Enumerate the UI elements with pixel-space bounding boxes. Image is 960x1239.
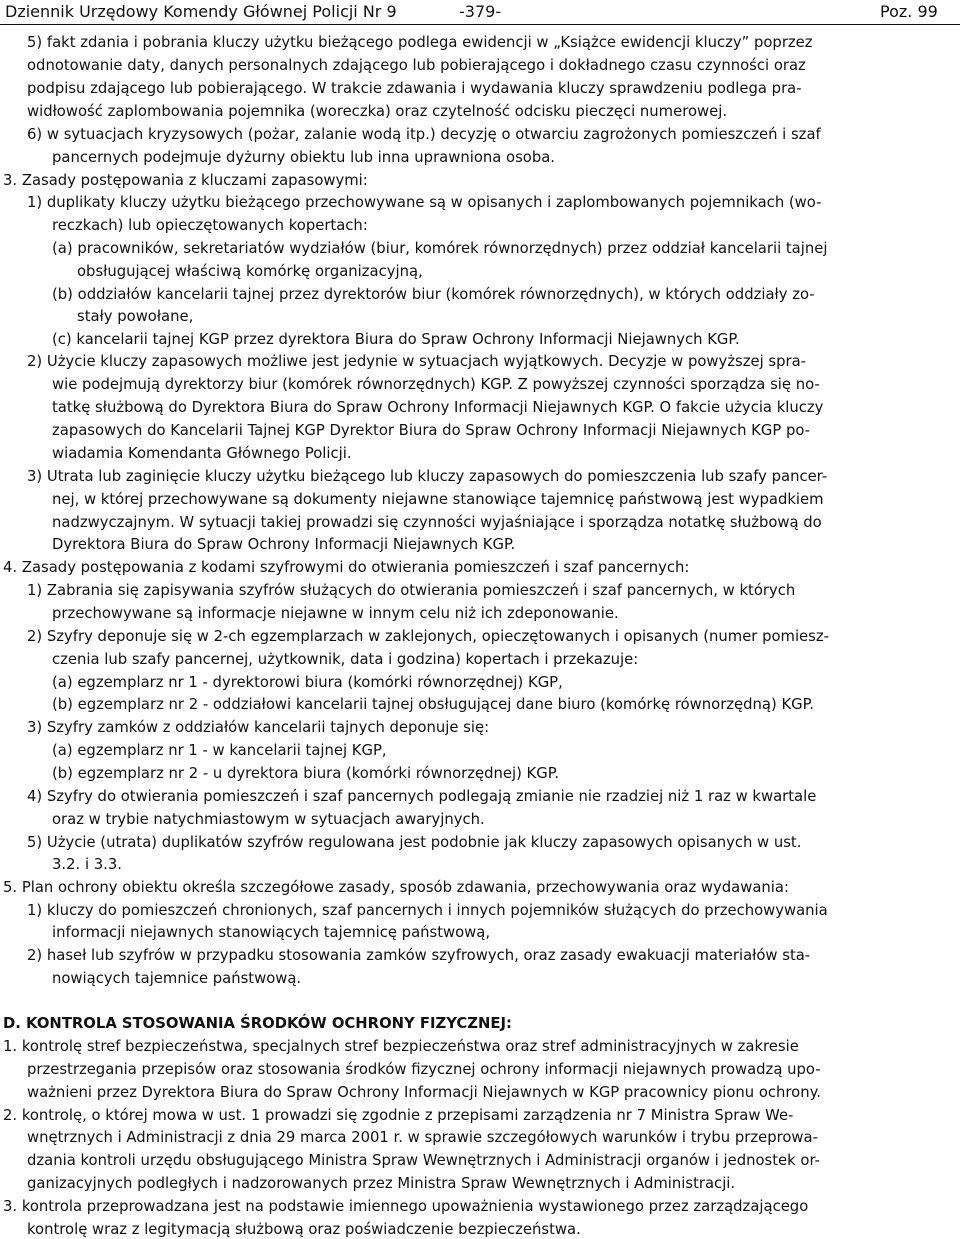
- text-line: oraz w trybie natychmiastowym w sytuacjach awaryjnych.: [52, 810, 485, 828]
- text-line: nowiących tajemnice państwową.: [52, 970, 302, 988]
- text-line: wiadamia Komendanta Głównego Policji.: [52, 445, 352, 463]
- text-line: 2) Szyfry deponuje się w 2-ch egzemplarzach w zaklejonych, opieczętowanych i opisanych (numer pomiesz-: [27, 627, 829, 645]
- text-line: ważnieni przez Dyrektora Biura do Spraw Ochrony Informacji Niejawnych w KGP pracownicy pionu ochrony.: [27, 1084, 821, 1102]
- text-line: kontrolę wraz z legitymacją służbową oraz poświadczenie bezpieczeństwa.: [27, 1220, 581, 1238]
- text-line: 1) Zabrania się zapisywania szyfrów służących do otwierania pomieszczeń i szaf pancernych, w których: [27, 582, 796, 600]
- text-line: 5. Plan ochrony obiektu określa szczegółowe zasady, sposób zdawania, przechowywania oraz wydawania:: [3, 878, 789, 896]
- text-line: informacji niejawnych stanowiących tajemnicę państwową,: [52, 924, 491, 942]
- text-line: przestrzegania przepisów oraz stosowania środków fizycznej ochrony informacji niejawnych prowadzą upo-: [27, 1061, 821, 1079]
- text-line: wnętrznych i Administracji z dnia 29 marca 2001 r. w sprawie szczegółowych warunków i trybu przeprowa-: [27, 1129, 818, 1147]
- text-line: Dyrektora Biura do Spraw Ochrony Informacji Niejawnych KGP.: [52, 536, 516, 554]
- text-line: czenia lub szafy pancernej, użytkownik, data i godzina) kopertach i przekazuje:: [52, 650, 639, 668]
- text-line: pancernych podejmuje dyżurny obiektu lub inna uprawniona osoba.: [52, 148, 555, 166]
- text-line: podpisu zdającego lub pobierającego. W trakcie zdawania i wydawania kluczy sprawdzeniu podlega pra-: [27, 79, 802, 97]
- text-line: dzania kontroli urzędu obsługującego Ministra Spraw Wewnętrznych i Administracji organów i jednostek or-: [27, 1152, 820, 1170]
- text-line: obsługującej właściwą komórkę organizacyjną,: [77, 262, 423, 280]
- text-line: 2. kontrolę, o której mowa w ust. 1 prowadzi się zgodnie z przepisami zarządzenia nr 7 Ministra Spraw We-: [3, 1107, 794, 1125]
- text-line: widłowość zaplombowania pojemnika (woreczka) oraz czytelność odcisku pieczęci numerowej.: [27, 102, 728, 120]
- text-line: 3) Szyfry zamków z oddziałów kancelarii tajnych deponuje się:: [27, 718, 490, 736]
- text-line: przechowywane są informacje niejawne w innym celu niż ich zdeponowanie.: [52, 604, 619, 622]
- text-line: zapasowych do Kancelarii Tajnej KGP Dyrektor Biura do Spraw Ochrony Informacji Niejawnych KGP po-: [52, 422, 811, 440]
- text-line: 1) kluczy do pomieszczeń chronionych, szaf pancernych i innych pojemników służących do przechowywania: [27, 901, 828, 919]
- text-line: nej, w której przechowywane są dokumenty niejawne stanowiące tajemnicę państwową jest wypadkiem: [52, 491, 824, 509]
- text-line: 3) Utrata lub zaginięcie kluczy użytku bieżącego lub kluczy zapasowych do pomieszczenia lub szafy pancer-: [27, 468, 828, 486]
- journal-title: Dziennik Urzędowy Komendy Głównej Policji Nr 9: [5, 2, 397, 21]
- text-line: 3.2. i 3.3.: [52, 855, 122, 873]
- section-heading: D. KONTROLA STOSOWANIA ŚRODKÓW OCHRONY FIZYCZNEJ:: [3, 1015, 512, 1033]
- text-line: (c) kancelarii tajnej KGP przez dyrektora Biura do Spraw Ochrony Informacji Niejawnych KGP.: [52, 331, 740, 349]
- position-number: Poz. 99: [880, 2, 938, 21]
- text-line: tatkę służbową do Dyrektora Biura do Spraw Ochrony Informacji Niejawnych KGP. O fakcie użycia kluczy: [52, 399, 824, 417]
- text-line: 3. kontrola przeprowadzana jest na podstawie imiennego upoważnienia wystawionego przez zarządzającego: [3, 1198, 809, 1216]
- text-line: (a) pracowników, sekretariatów wydziałów (biur, komórek równorzędnych) przez oddział kancelarii tajnej: [52, 239, 828, 257]
- text-line: wie podejmują dyrektorzy biur (komórek równorzędnych) KGP. Z powyższej czynności sporządza się no-: [52, 376, 820, 394]
- text-line: (b) oddziałów kancelarii tajnej przez dyrektorów biur (komórek równorzędnych), w których oddziały zo-: [52, 285, 815, 303]
- page-number: -379-: [459, 2, 502, 21]
- text-line: (b) egzemplarz nr 2 - u dyrektora biura (komórki równorzędnej) KGP.: [52, 764, 560, 782]
- text-line: 6) w sytuacjach kryzysowych (pożar, zalanie wodą itp.) decyzję o otwarciu zagrożonych pomieszczeń i szaf: [27, 125, 821, 143]
- text-line: 5) Użycie (utrata) duplikatów szyfrów regulowana jest podobnie jak kluczy zapasowych opisanych w ust.: [27, 833, 802, 851]
- text-line: 2) haseł lub szyfrów w przypadku stosowania zamków szyfrowych, oraz zasady ewakuacji materiałów sta-: [27, 947, 811, 965]
- text-line: 2) Użycie kluczy zapasowych możliwe jest jedynie w sytuacjach wyjątkowych. Decyzje w powyższej spra-: [27, 353, 807, 371]
- text-line: reczkach) lub opieczętowanych kopertach:: [52, 216, 368, 234]
- text-line: (a) egzemplarz nr 1 - dyrektorowi biura (komórki równorzędnej) KGP,: [52, 673, 563, 691]
- text-line: 5) fakt zdania i pobrania kluczy użytku bieżącego podlega ewidencji w „Książce ewidencji kluczy” poprzez: [27, 34, 813, 51]
- text-line: odnotowanie daty, danych personalnych zdającego lub pobierającego i dokładnego czasu czynności oraz: [27, 56, 806, 74]
- text-line: ganizacyjnych podległych i nadzorowanych przez Ministra Spraw Wewnętrznych i Administracji.: [27, 1175, 736, 1193]
- text-line: nadzwyczajnym. W sytuacji takiej prowadzi się czynności wyjaśniające i sporządza notatkę służbową do: [52, 514, 822, 532]
- text-line: 3. Zasady postępowania z kluczami zapasowymi:: [3, 171, 368, 189]
- text-line: (a) egzemplarz nr 1 - w kancelarii tajnej KGP,: [52, 741, 387, 759]
- text-line: 1) duplikaty kluczy użytku bieżącego przechowywane są w opisanych i zaplombowanych pojemnikach (wo-: [27, 193, 822, 211]
- text-line: 1. kontrolę stref bezpieczeństwa, specjalnych stref bezpieczeństwa oraz stref administracyjnych w zakresie: [3, 1038, 799, 1056]
- text-line: 4) Szyfry do otwierania pomieszczeń i szaf pancernych podlegają zmianie nie rzadziej niż 1 raz w kwartale: [27, 787, 817, 805]
- text-line: stały powołane,: [77, 308, 194, 326]
- text-line: (b) egzemplarz nr 2 - oddziałowi kancelarii tajnej obsługującej dane biuro (komórkę równorzędną) KGP.: [52, 695, 814, 713]
- text-line: 4. Zasady postępowania z kodami szyfrowymi do otwierania pomieszczeń i szaf pancernych:: [3, 559, 690, 577]
